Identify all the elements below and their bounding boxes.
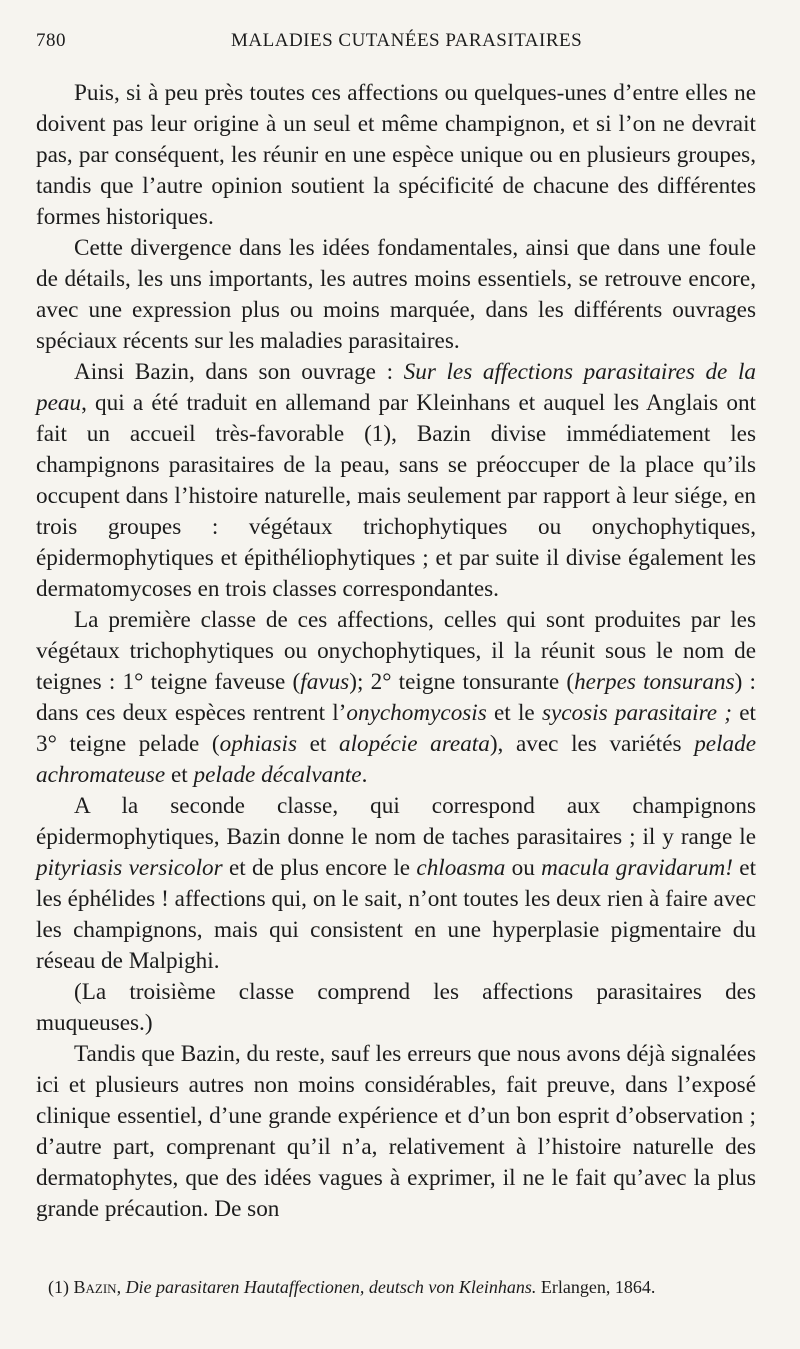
footnotes <box>36 1274 756 1300</box>
text-run: ), avec les variétés <box>489 731 695 757</box>
italic-text: chloasma <box>416 855 506 881</box>
body-text <box>36 78 756 1225</box>
footnote <box>36 1274 756 1300</box>
text-run: et les éphélides ! affections qui, on le sait, n’ont toutes les deux rien à faire avec les champignons, mais qui consistent en une hyperplasie pigmentaire du réseau de Malpighi. <box>36 855 757 974</box>
text-run: et le <box>486 700 542 726</box>
italic-text: ophiasis <box>219 731 297 757</box>
italic-text: Sur les affections parasitaires de la peau <box>36 359 756 416</box>
text-run: et <box>165 762 194 788</box>
text-run: . <box>361 762 368 788</box>
italic-text: favus <box>300 669 350 695</box>
text-run: Ainsi Bazin, dans son ouvrage : <box>74 359 404 385</box>
text-run: et 3° teigne pelade ( <box>36 700 756 757</box>
italic-text: sycosis parasitaire ; <box>541 700 733 726</box>
page-header <box>36 30 756 64</box>
text-run: ); 2° teigne tonsurante ( <box>349 669 575 695</box>
paragraph <box>36 233 756 357</box>
paragraph <box>36 977 756 1039</box>
page-number: 780 <box>36 30 66 51</box>
text-run: ) : dans ces deux espèces rentrent l’ <box>36 669 756 726</box>
paragraph <box>36 605 756 791</box>
paragraph <box>36 1039 756 1225</box>
text-run: ou <box>505 855 542 881</box>
paragraph <box>36 357 756 605</box>
italic-text: pelade décalvante <box>193 762 362 788</box>
italic-text: pelade achromateuse <box>36 731 757 788</box>
text-run: , <box>116 1277 126 1297</box>
text-run: Puis, si à peu près toutes ces affections ou quelques-unes d’entre elles ne doivent pas leur origine à un seul et même champignon, et si l’on ne devrait pas, par conséquent, les réunir en une espèce unique ou en plusieurs groupes, tandis que l’autre opinion soutient la spécificité de chacune des différentes formes historiques. <box>36 80 756 230</box>
italic-text: pityriasis versicolor <box>36 855 223 881</box>
italic-text: macula gravidarum! <box>541 855 733 881</box>
text-run: Tandis que Bazin, du reste, sauf les erreurs que nous avons déjà signalées ici et plusieurs autres non moins considérables, fait preuve, dans l’exposé clinique essentiel, d’une grande expérience et d’un bon esprit d’observation ; d’autre part, comprenant qu’il n’a, relativement à l’histoire naturelle des dermatophytes, que des idées vagues à exprimer, il ne le fait qu’avec la plus grande précaution. De son <box>36 1041 756 1222</box>
text-run: Cette divergence dans les idées fondamentales, ainsi que dans une foule de détails, les uns importants, les autres moins essentiels, se retrouve encore, avec une expression plus ou moins marquée, dans les différents ouvrages spéciaux récents sur les maladies parasitaires. <box>36 235 756 354</box>
italic-text: onychomycosis <box>346 700 487 726</box>
running-head: MALADIES CUTANÉES PARASITAIRES <box>231 30 583 51</box>
italic-text: alopécie areata <box>338 731 490 757</box>
text-run: , qui a été traduit en allemand par Kleinhans et auquel les Anglais ont fait un accueil très-favorable (1), Bazin divise immédiatement les champignons parasitaires de la peau, sans se préoccuper de la place qu’ils occupent dans l’histoire naturelle, mais seulement par rapport à leur siége, en trois groupes : végétaux trichophytiques ou onychophytiques, épidermophytiques et épithéliophytiques ; et par suite il divise également les dermatomycoses en trois classes correspondantes. <box>36 390 756 602</box>
text-run: et de plus encore le <box>222 855 417 881</box>
paragraph <box>36 78 756 233</box>
text-run: Bazin <box>73 1277 117 1297</box>
text-run: et <box>296 731 339 757</box>
text-run: A la seconde classe, qui correspond aux champignons épidermophytiques, Bazin donne le nom de taches parasitaires ; il y range le <box>36 793 756 850</box>
text-run: Erlangen, 1864. <box>536 1277 656 1297</box>
text-run: (1) <box>48 1277 74 1297</box>
paragraph <box>36 791 756 977</box>
italic-text: Die parasitaren Hautaffectionen, deutsch von Kleinhans. <box>125 1277 537 1297</box>
italic-text: herpes tonsurans <box>574 669 735 695</box>
text-run: (La troisième classe comprend les affections parasitaires des muqueuses.) <box>36 979 756 1036</box>
text-run: La première classe de ces affections, celles qui sont produites par les végétaux trichophytiques ou onychophytiques, il la réunit sous le nom de teignes : 1° teigne faveuse ( <box>36 607 756 695</box>
